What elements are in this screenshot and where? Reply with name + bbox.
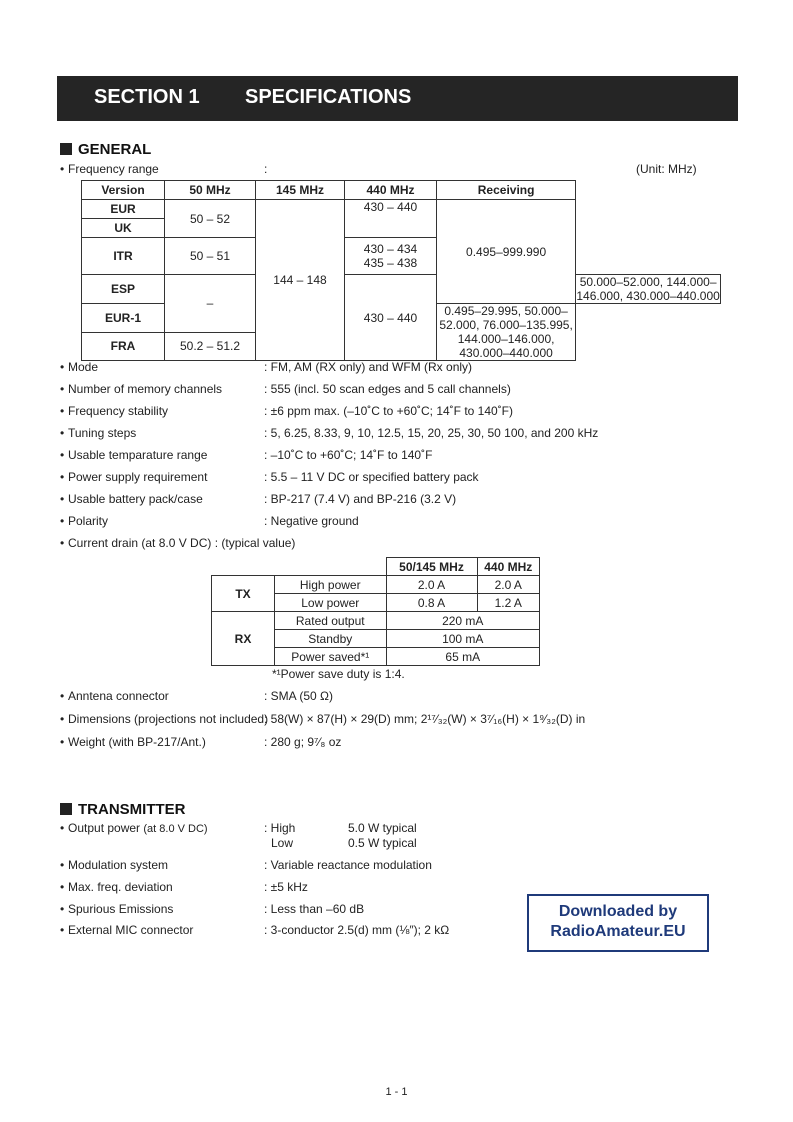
power-save-footnote: *¹Power save duty is 1:4. xyxy=(272,667,405,681)
section-title: SPECIFICATIONS xyxy=(245,86,412,108)
unit-label: (Unit: MHz) xyxy=(636,162,697,176)
current-drain-table: 50/145 MHz 440 MHz TX High power 2.0 A 2.0 A Low power 0.8 A 1.2 A RX Rated output 220 mA Standby 100 mA Power saved*¹ 65 mA xyxy=(211,557,540,666)
section-number: SECTION 1 xyxy=(94,86,200,108)
transmitter-heading: TRANSMITTER xyxy=(60,801,186,818)
page-number: 1 - 1 xyxy=(385,1086,408,1098)
general-heading: GENERAL xyxy=(60,141,151,158)
download-stamp: Downloaded by RadioAmateur.EU xyxy=(527,894,709,952)
section-header-bar xyxy=(57,76,738,121)
square-bullet-icon xyxy=(60,143,72,155)
square-bullet-icon xyxy=(60,803,72,815)
frequency-table: Version 50 MHz 145 MHz 440 MHz Receiving EUR 50 – 52 144 – 148 430 – 440 0.495–999.990 UK ITR 50 – 51 430 – 434 435 – 438 ESP – 430 – 440 50.000–52.000, 144.000–146.000, 430.000–440.000 EUR-1 0.495–29.995, 50.000–52.000, 76.000–135.995, 144.000–146.000, 430.000–440.000 FRA 50.2 – 51.2 xyxy=(81,180,721,361)
